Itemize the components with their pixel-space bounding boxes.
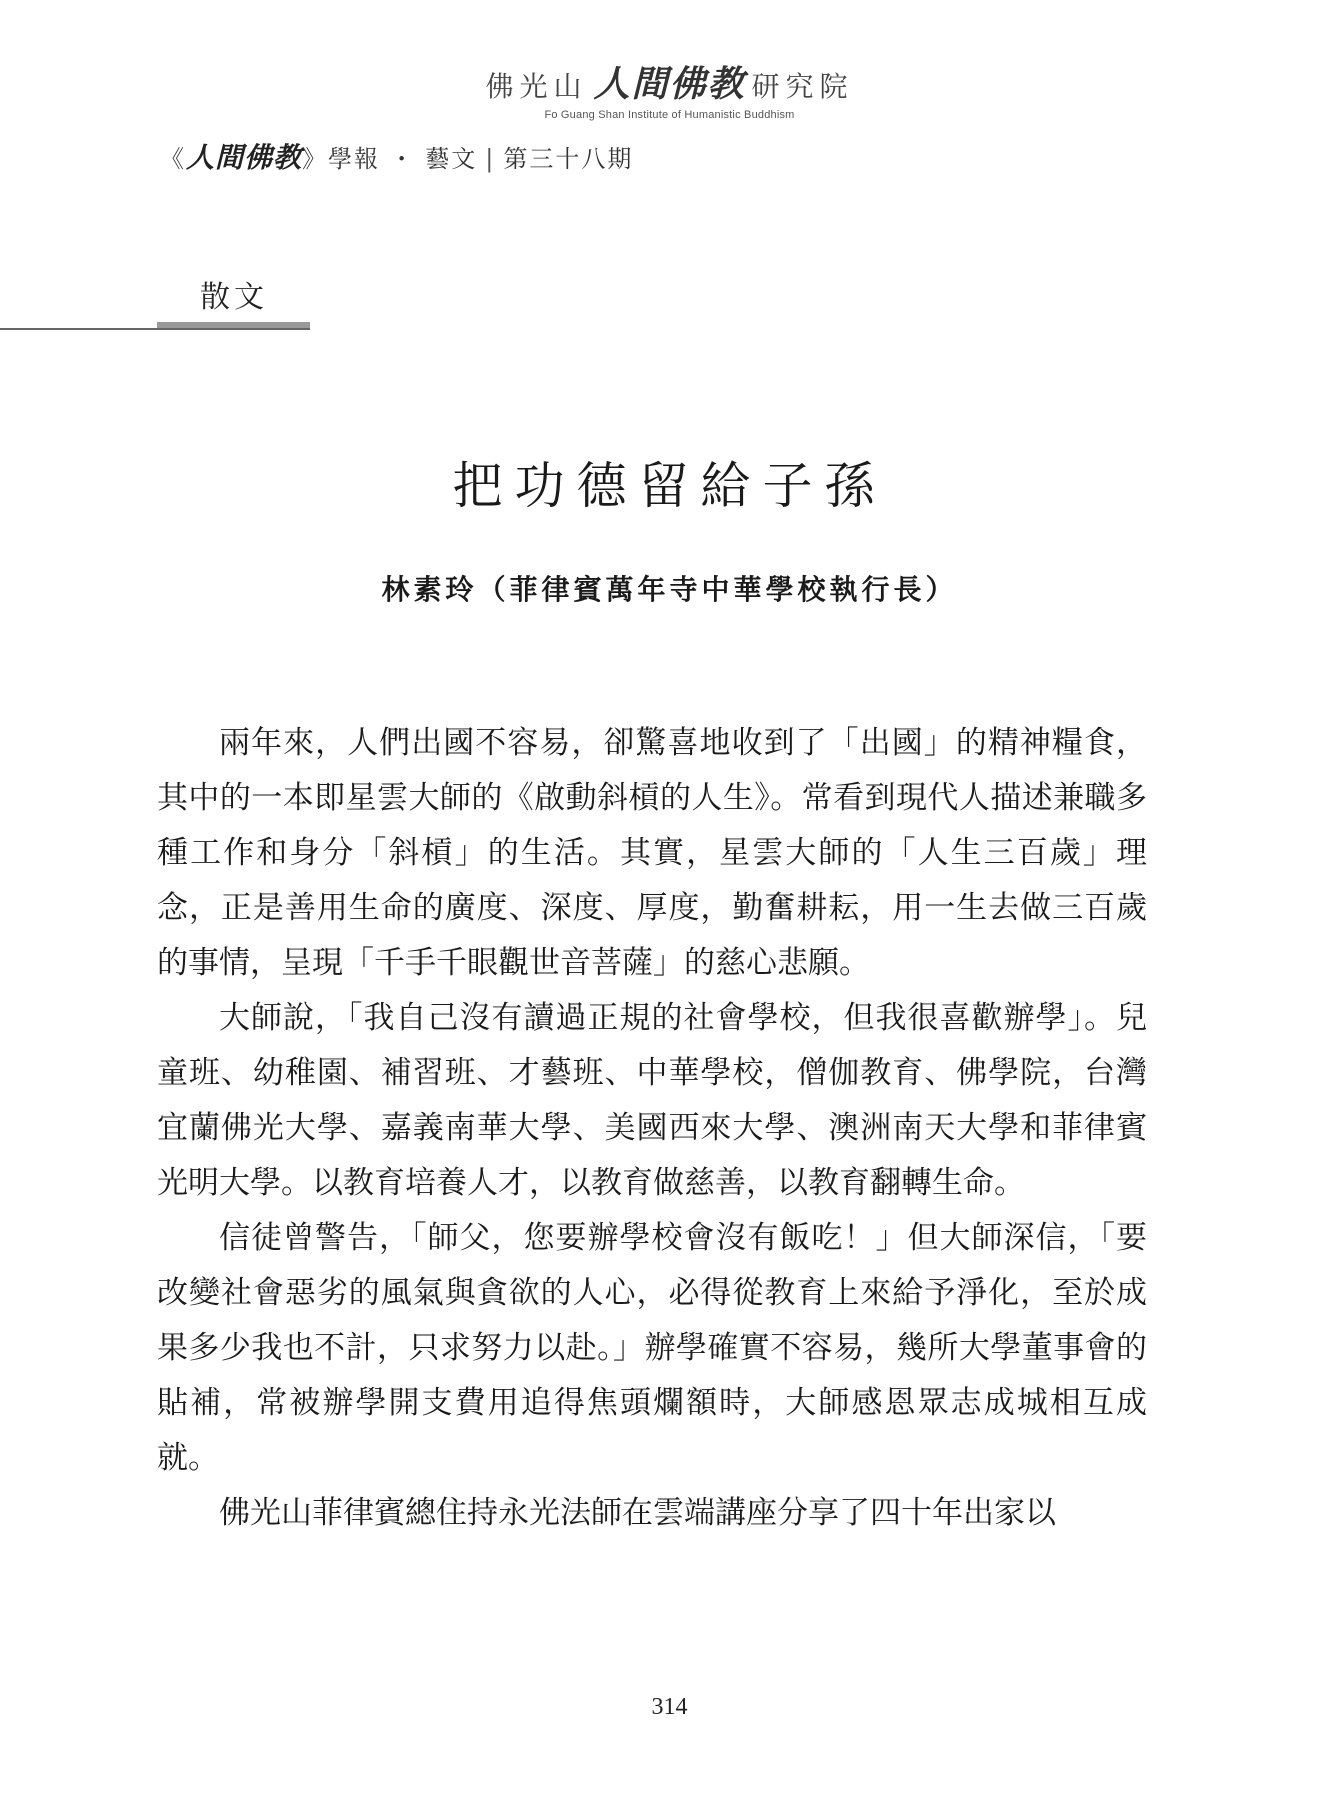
article-body <box>157 716 1147 1541</box>
journal-section: 》學報 ・ 藝文 <box>302 145 478 173</box>
article-author: 林素玲（菲律賓萬年寺中華學校執行長） <box>381 573 958 606</box>
institute-brand-calligraphy: 人間佛教 <box>593 64 746 105</box>
section-divider-line <box>0 328 310 330</box>
section-label: 散文 <box>200 280 268 315</box>
journal-issue: 第三十八期 <box>503 145 634 173</box>
paragraph: 信徒曾警告，「師父，您要辦學校會沒有飯吃！」但大師深信，「要改變社會惡劣的風氣與貪欲的人心，必得從教育上來給予淨化，至於成果多少我也不計，只求努力以赴。」辦學確實不容易，幾所大學董事會的貼補，常被辦學開支費用追得焦頭爛額時，大師感恩眾志成城相互成就。 <box>157 1220 1147 1476</box>
article-title: 把功德留給子孫 <box>452 457 887 515</box>
page-number: 314 <box>651 1694 688 1720</box>
institute-suffix: 研究院 <box>751 70 854 103</box>
institute-prefix: 佛光山 <box>485 70 588 103</box>
institute-english-name: Fo Guang Shan Institute of Humanistic Buddhism <box>544 109 795 121</box>
journal-running-header <box>160 136 633 176</box>
journal-separator: | <box>485 145 496 173</box>
journal-brand-calligraphy: 人間佛教 <box>186 141 303 174</box>
institute-logo <box>485 56 853 107</box>
paragraph: 佛光山菲律賓總住持永光法師在雲端講座分享了四十年出家以 <box>219 1495 1056 1531</box>
paragraph: 大師說，「我自己沒有讀過正規的社會學校，但我很喜歡辦學」。兒童班、幼稚園、補習班、才藝班、中華學校，僧伽教育、佛學院，台灣宜蘭佛光大學、嘉義南華大學、美國西來大學、澳洲南天大學和菲律賓光明大學。以教育培養人才，以教育做慈善，以教育翻轉生命。 <box>157 1000 1147 1201</box>
journal-open-bracket: 《 <box>160 145 186 173</box>
paragraph: 兩年來，人們出國不容易，卻驚喜地收到了「出國」的精神糧食，其中的一本即星雲大師的《啟動斜槓的人生》。常看到現代人描述兼職多種工作和身分「斜槓」的生活。其實，星雲大師的「人生三百歲」理念，正是善用生命的廣度、深度、厚度，勤奮耕耘，用一生去做三百歲的事情，呈現「千手千眼觀世音菩薩」的慈心悲願。 <box>157 725 1147 981</box>
section-divider-accent <box>157 322 310 328</box>
institute-masthead <box>0 56 1339 121</box>
